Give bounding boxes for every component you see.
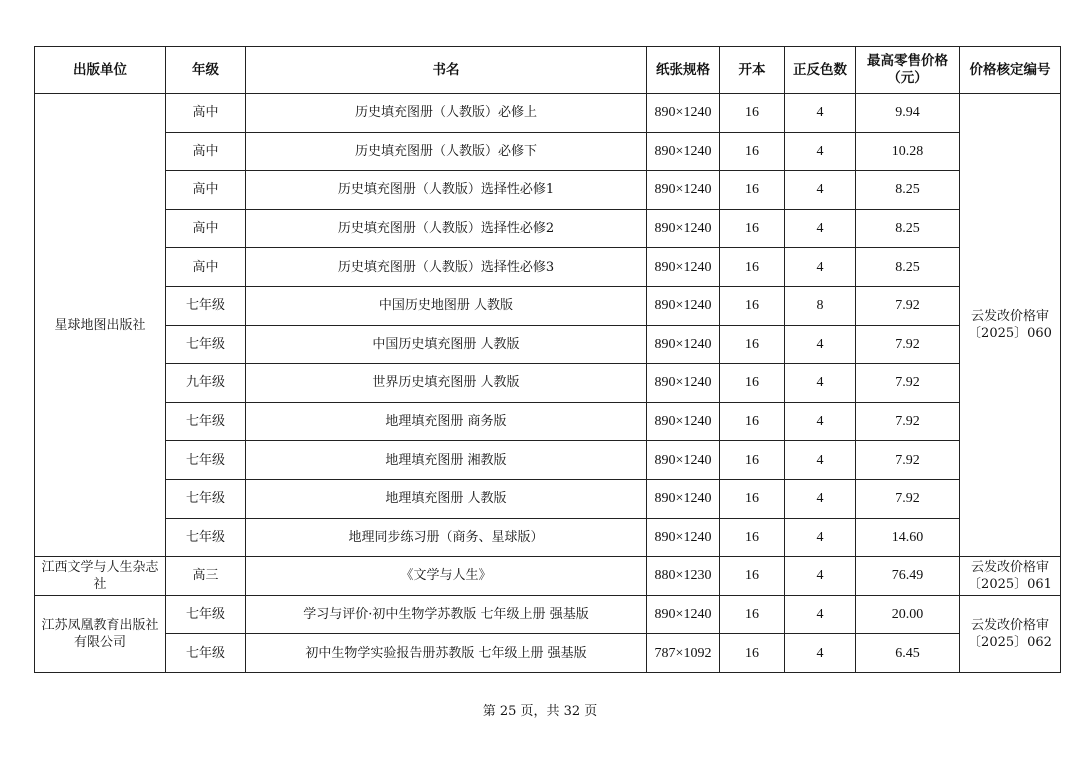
table-row <box>35 132 1061 171</box>
title-cell: 地理填充图册 商务版 <box>246 402 647 441</box>
colors-cell: 4 <box>785 518 856 557</box>
title-cell: 地理同步练习册（商务、星球版） <box>246 518 647 557</box>
table-row <box>35 286 1061 325</box>
format-cell: 16 <box>720 209 785 248</box>
grade-cell: 七年级 <box>166 325 246 364</box>
format-cell: 16 <box>720 364 785 403</box>
table-row <box>35 557 1061 596</box>
grade-cell: 高中 <box>166 171 246 210</box>
price-cell: 7.92 <box>856 364 960 403</box>
colors-cell: 4 <box>785 94 856 133</box>
format-cell: 16 <box>720 286 785 325</box>
colors-cell: 4 <box>785 171 856 210</box>
format-cell: 16 <box>720 634 785 673</box>
title-cell: 历史填充图册（人教版）选择性必修1 <box>246 171 647 210</box>
header-price: 最高零售价格（元） <box>856 47 960 94</box>
paper-cell: 787×1092 <box>647 634 720 673</box>
grade-cell: 七年级 <box>166 479 246 518</box>
price-cell: 7.92 <box>856 402 960 441</box>
price-cell: 9.94 <box>856 94 960 133</box>
price-cell: 10.28 <box>856 132 960 171</box>
paper-cell: 890×1240 <box>647 441 720 480</box>
colors-cell: 4 <box>785 364 856 403</box>
table-row <box>35 479 1061 518</box>
title-cell: 中国历史填充图册 人教版 <box>246 325 647 364</box>
price-cell: 8.25 <box>856 209 960 248</box>
table-row <box>35 595 1061 634</box>
title-cell: 历史填充图册（人教版）必修下 <box>246 132 647 171</box>
table-row <box>35 441 1061 480</box>
format-cell: 16 <box>720 325 785 364</box>
colors-cell: 4 <box>785 325 856 364</box>
colors-cell: 4 <box>785 634 856 673</box>
format-cell: 16 <box>720 248 785 287</box>
format-cell: 16 <box>720 171 785 210</box>
price-cell: 7.92 <box>856 479 960 518</box>
paper-cell: 890×1240 <box>647 595 720 634</box>
table-row <box>35 171 1061 210</box>
title-cell: 地理填充图册 湘教版 <box>246 441 647 480</box>
paper-cell: 890×1240 <box>647 364 720 403</box>
grade-cell: 高中 <box>166 209 246 248</box>
grade-cell: 高中 <box>166 132 246 171</box>
table-row <box>35 209 1061 248</box>
grade-cell: 七年级 <box>166 286 246 325</box>
table-header-row <box>35 47 1061 94</box>
price-cell: 8.25 <box>856 248 960 287</box>
header-publisher: 出版单位 <box>35 47 166 94</box>
paper-cell: 890×1240 <box>647 518 720 557</box>
price-table <box>34 46 1061 673</box>
colors-cell: 4 <box>785 209 856 248</box>
title-cell: 初中生物学实验报告册苏教版 七年级上册 强基版 <box>246 634 647 673</box>
grade-cell: 七年级 <box>166 518 246 557</box>
paper-cell: 890×1240 <box>647 479 720 518</box>
table-row <box>35 634 1061 673</box>
paper-cell: 890×1240 <box>647 286 720 325</box>
header-grade: 年级 <box>166 47 246 94</box>
table-row <box>35 402 1061 441</box>
price-cell: 6.45 <box>856 634 960 673</box>
format-cell: 16 <box>720 479 785 518</box>
publisher-cell: 江苏凤凰教育出版社有限公司 <box>35 595 166 672</box>
table-row <box>35 364 1061 403</box>
colors-cell: 4 <box>785 441 856 480</box>
grade-cell: 高中 <box>166 94 246 133</box>
colors-cell: 4 <box>785 479 856 518</box>
paper-cell: 890×1240 <box>647 132 720 171</box>
colors-cell: 4 <box>785 132 856 171</box>
colors-cell: 4 <box>785 248 856 287</box>
title-cell: 历史填充图册（人教版）选择性必修3 <box>246 248 647 287</box>
colors-cell: 4 <box>785 557 856 596</box>
table-row <box>35 94 1061 133</box>
table-row <box>35 248 1061 287</box>
table-row <box>35 325 1061 364</box>
publisher-cell: 星球地图出版社 <box>35 94 166 557</box>
header-title: 书名 <box>246 47 647 94</box>
header-approval: 价格核定编号 <box>960 47 1061 94</box>
publisher-cell: 江西文学与人生杂志社 <box>35 557 166 596</box>
format-cell: 16 <box>720 595 785 634</box>
price-cell: 76.49 <box>856 557 960 596</box>
header-format: 开本 <box>720 47 785 94</box>
paper-cell: 890×1240 <box>647 325 720 364</box>
paper-cell: 890×1240 <box>647 209 720 248</box>
title-cell: 学习与评价·初中生物学苏教版 七年级上册 强基版 <box>246 595 647 634</box>
title-cell: 历史填充图册（人教版）必修上 <box>246 94 647 133</box>
format-cell: 16 <box>720 441 785 480</box>
grade-cell: 七年级 <box>166 634 246 673</box>
table-row <box>35 518 1061 557</box>
price-cell: 7.92 <box>856 441 960 480</box>
format-cell: 16 <box>720 132 785 171</box>
paper-cell: 890×1240 <box>647 94 720 133</box>
format-cell: 16 <box>720 557 785 596</box>
price-cell: 7.92 <box>856 325 960 364</box>
table-body <box>35 94 1061 673</box>
paper-cell: 890×1240 <box>647 402 720 441</box>
approval-cell: 云发改价格审〔2025〕060 <box>960 94 1061 557</box>
price-cell: 14.60 <box>856 518 960 557</box>
approval-cell: 云发改价格审〔2025〕062 <box>960 595 1061 672</box>
title-cell: 历史填充图册（人教版）选择性必修2 <box>246 209 647 248</box>
colors-cell: 4 <box>785 595 856 634</box>
price-cell: 7.92 <box>856 286 960 325</box>
title-cell: 《文学与人生》 <box>246 557 647 596</box>
title-cell: 中国历史地图册 人教版 <box>246 286 647 325</box>
grade-cell: 高中 <box>166 248 246 287</box>
page-footer: 第 25 页，共 32 页 <box>482 704 598 719</box>
grade-cell: 七年级 <box>166 441 246 480</box>
format-cell: 16 <box>720 94 785 133</box>
grade-cell: 七年级 <box>166 595 246 634</box>
header-colors: 正反色数 <box>785 47 856 94</box>
header-paper: 纸张规格 <box>647 47 720 94</box>
format-cell: 16 <box>720 402 785 441</box>
grade-cell: 九年级 <box>166 364 246 403</box>
paper-cell: 890×1240 <box>647 248 720 287</box>
price-cell: 8.25 <box>856 171 960 210</box>
format-cell: 16 <box>720 518 785 557</box>
colors-cell: 8 <box>785 286 856 325</box>
approval-cell: 云发改价格审〔2025〕061 <box>960 557 1061 596</box>
title-cell: 世界历史填充图册 人教版 <box>246 364 647 403</box>
grade-cell: 七年级 <box>166 402 246 441</box>
price-cell: 20.00 <box>856 595 960 634</box>
grade-cell: 高三 <box>166 557 246 596</box>
title-cell: 地理填充图册 人教版 <box>246 479 647 518</box>
paper-cell: 890×1240 <box>647 171 720 210</box>
paper-cell: 880×1230 <box>647 557 720 596</box>
colors-cell: 4 <box>785 402 856 441</box>
